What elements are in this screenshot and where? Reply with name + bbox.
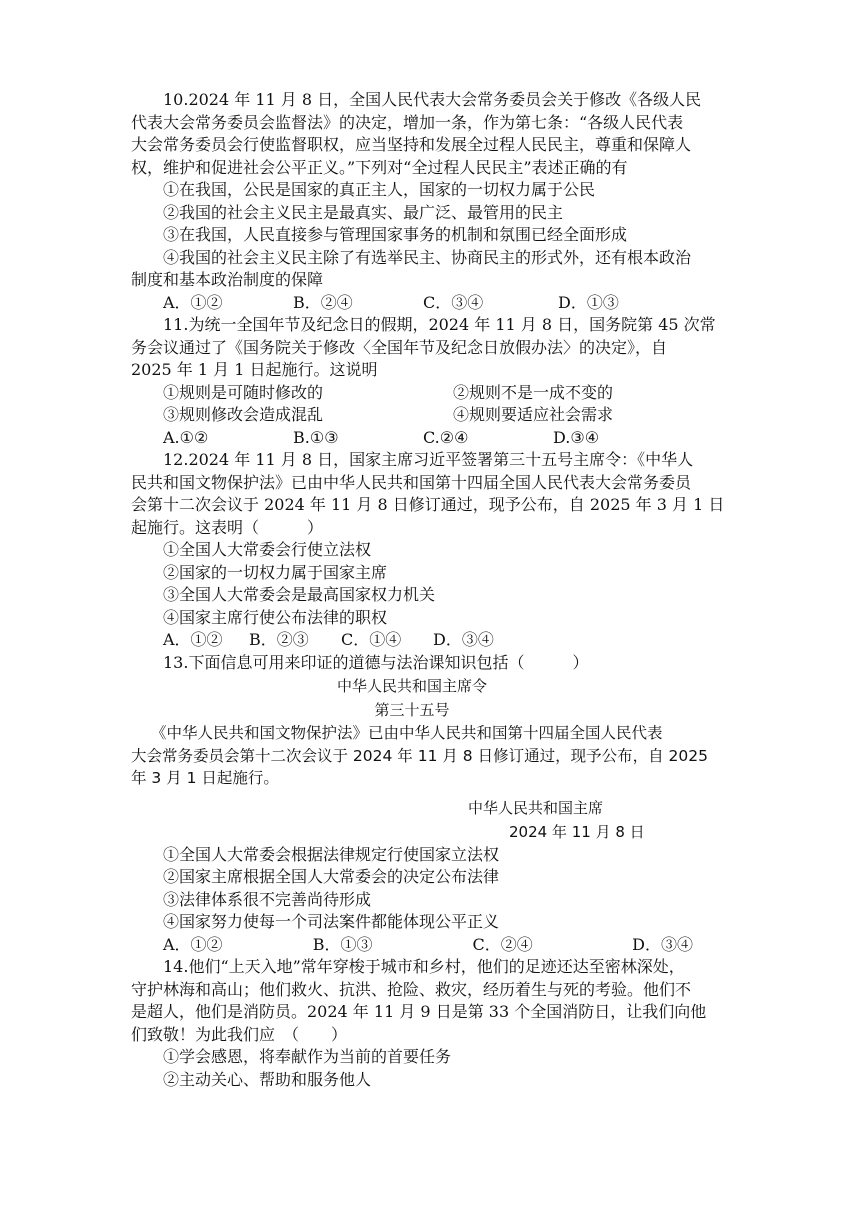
q10-stem-line-4: 权，维护和促进社会公平正义。”下列对“全过程人民民主”表述正确的有 [131,157,628,177]
q10-item-3: ③在我国，人民直接参与管理国家事务的机制和氛围已经全面形成 [163,225,628,244]
q11-stem-line-3: 2025 年 1 月 1 日起施行。这说明 [131,360,378,379]
q10-stem-line-3: 大会常务委员会行使监督职权，应当坚持和发展全过程人民民主，尊重和保障人 [131,135,692,154]
q11-stem-line-2: 务会议通过了《国务院关于修改〈全国年节及纪念日放假办法〉的决定》，自 [131,337,668,357]
q12-options [163,629,693,652]
q12-stem-line-4: 起施行。这表明（ ） [131,517,324,537]
q14-stem-line-1: 14.他们“上天入地”常年穿梭于城市和乡村，他们的足迹还达至密林深处， [163,957,685,976]
question-12 [131,449,725,652]
q10-option-d: D．①③ [558,292,619,312]
decree-line-2: 大会常务委员会第十二次会议于 2024 年 11 月 8 日修订通过，现予公布，自 2025 [131,746,708,765]
q11-option-c: C.②④ [423,427,469,447]
decree-signer: 中华人民共和国主席 [468,798,604,817]
q14-stem-line-3: 是超人，他们是消防员。2024 年 11 月 9 日是第 33 个全国消防日，让我们向他 [131,1002,707,1021]
decree-number: 第三十五号 [374,701,450,719]
q11-item-1: ①规则是可随时修改的 [163,382,324,402]
q11-item-4: ④规则要适应社会需求 [453,405,614,424]
q11-options [163,427,693,450]
q12-item-1: ①全国人大常委会行使立法权 [163,540,372,559]
q13-item-3: ③法律体系很不完善尚待形成 [163,889,372,909]
decree-line-3: 年 3 月 1 日起施行。 [131,769,279,787]
q11-option-d: D.③④ [553,427,600,447]
q10-options [163,292,693,315]
q12-item-4: ④国家主席行使公布法律的职权 [163,607,388,627]
q13-option-a: A．①② [163,934,223,954]
q13-options [163,934,693,957]
q11-option-a: A.①② [163,427,209,447]
q12-option-b: B．②③ [249,630,309,649]
q14-stem-line-2: 守护林海和高山；他们救火、抗洪、抢险、救灾，经历着生与死的考验。他们不 [131,979,692,999]
q10-item-1: ①在我国，公民是国家的真正主人，国家的一切权力属于公民 [163,180,596,199]
q12-stem-line-1: 12.2024 年 11 月 8 日，国家主席习近平签署第三十五号主席令：《中华人 [163,450,694,469]
q11-items-row-2 [163,404,693,427]
question-13 [131,652,708,957]
q11-item-3: ③规则修改会造成混乱 [163,405,324,424]
q12-item-3: ③全国人大常委会是最高国家权力机关 [163,585,436,604]
q14-stem-line-4: 们致敬！为此我们应 （ ） [131,1024,348,1044]
question-14 [131,956,707,1091]
q10-option-b: B．②④ [293,292,353,312]
q13-option-d: D．③④ [632,934,694,954]
q13-option-b: B．①③ [312,934,373,954]
decree-line-1: 《中华人民共和国文物保护法》已由中华人民共和国第十四届全国人民代表 [151,724,663,742]
q12-option-a: A．①② [163,630,223,649]
q10-item-2: ②我国的社会主义民主是最真实、最广泛、最管用的民主 [163,202,564,222]
q12-item-2: ②国家的一切权力属于国家主席 [163,562,388,582]
q12-option-d: D．③④ [433,630,494,649]
q14-item-2: ②主动关心、帮助和服务他人 [163,1069,372,1089]
q10-stem-line-2: 代表大会常务委员会监督法》的决定，增加一条，作为第七条：“各级人民代表 [131,112,684,132]
q10-item-4: ④我国的社会主义民主除了有选举民主、协商民主的形式外，还有根本政治 [163,247,692,267]
q10-option-c: C．③④ [423,292,484,312]
q13-option-c: C．②④ [472,934,533,954]
q11-item-2: ②规则不是一成不变的 [453,382,614,402]
decree-title: 中华人民共和国主席令 [336,677,487,695]
q13-item-4: ④国家努力使每一个司法案件都能体现公平正义 [163,912,500,931]
q11-items-row-1 [163,382,693,405]
q10-stem-line-1: 10.2024 年 11 月 8 日，全国人民代表大会常务委员会关于修改《各级人民 [163,90,702,109]
q12-stem-line-3: 会第十二次会议于 2024 年 11 月 8 日修订通过，现予公布，自 2025 年 3 月 1 日 [131,495,725,514]
q13-item-2: ②国家主席根据全国人大常委会的决定公布法律 [163,867,500,886]
q12-option-c: C．①④ [341,630,402,649]
q13-stem: 13.下面信息可用来印证的道德与法治课知识包括（ ） [163,652,589,672]
question-11 [131,314,716,449]
q11-option-b: B.①③ [293,427,339,447]
q11-stem-line-1: 11.为统一全国年节及纪念日的假期，2024 年 11 月 8 日，国务院第 45 次常 [163,315,716,334]
exam-content [131,89,725,1091]
decree-date: 2024 年 11 月 8 日 [509,822,645,841]
question-10 [131,89,702,314]
q13-item-1: ①全国人大常委会根据法律规定行使国家立法权 [163,844,500,864]
q12-stem-line-2: 民共和国文物保护法》已由中华人民共和国第十四届全国人民代表大会常务委员 [131,472,692,492]
q10-option-a: A．①② [163,292,223,312]
q14-item-1: ①学会感恩，将奉献作为当前的首要任务 [163,1047,452,1066]
q10-item-4-cont: 制度和基本政治制度的保障 [131,270,324,289]
